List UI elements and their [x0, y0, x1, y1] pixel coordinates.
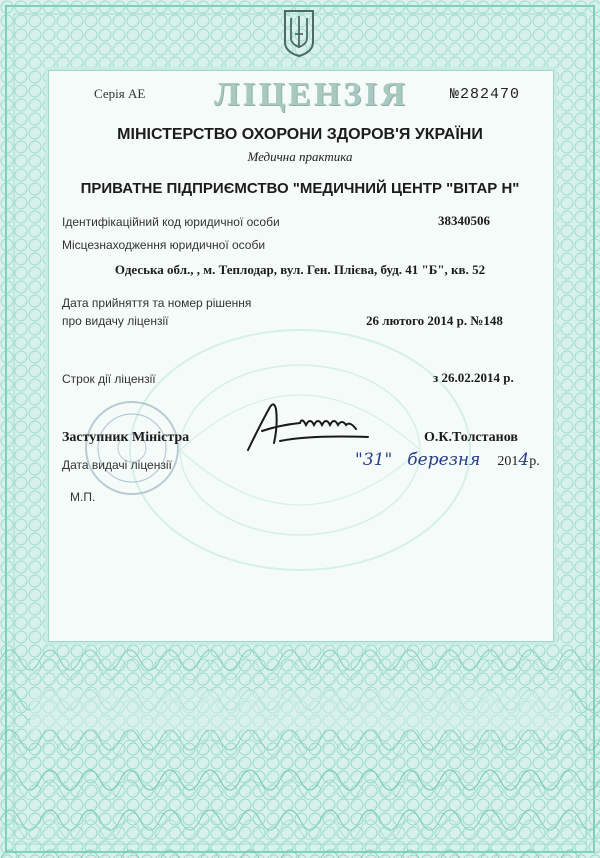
- decision-label-line1: Дата прийняття та номер рішення: [62, 296, 252, 310]
- decision-value: 26 лютого 2014 р. №148: [366, 313, 503, 328]
- issue-day: "31": [355, 450, 393, 470]
- validity-label: Строк дії ліцензії: [62, 372, 156, 386]
- signer-name: О.К.Толстанов: [424, 430, 518, 445]
- issue-date-label: Дата видачі ліцензії: [62, 458, 172, 472]
- validity-value: з 26.02.2014 р.: [433, 370, 514, 385]
- activity-type: Медична практика: [247, 149, 353, 164]
- licensee-name: ПРИВАТНЕ ПІДПРИЄМСТВО "МЕДИЧНИЙ ЦЕНТР "ВІТАР Н": [80, 180, 520, 197]
- issue-year-digit: 4: [518, 450, 530, 470]
- official-seal: [82, 398, 182, 498]
- trident-emblem: [282, 8, 316, 58]
- location-value: Одеська обл., , м. Теплодар, вул. Ген. Плієва, буд. 41 "Б", кв. 52: [114, 262, 486, 277]
- issue-year-prefix: 201: [497, 454, 519, 469]
- id-code-label: Ідентифікаційний код юридичної особи: [62, 215, 280, 229]
- issue-year-suffix: р.: [529, 454, 540, 469]
- location-label: Місцезнаходження юридичної особи: [62, 238, 266, 252]
- decision-label-line2: про видачу ліцензії: [62, 314, 169, 328]
- series-label: Серія АЕ: [94, 86, 146, 101]
- document-title: ЛІЦЕНЗІЯ: [214, 76, 408, 113]
- issue-month: березня: [407, 450, 481, 470]
- issue-date: [355, 450, 540, 470]
- id-code-value: 38340506: [438, 213, 490, 228]
- license-number: №282470: [450, 86, 521, 103]
- stamp-place-label: М.П.: [70, 490, 96, 504]
- issuing-ministry: МІНІСТЕРСТВО ОХОРОНИ ЗДОРОВ'Я УКРАЇНИ: [117, 126, 483, 143]
- signer-title: Заступник Міністра: [62, 430, 190, 445]
